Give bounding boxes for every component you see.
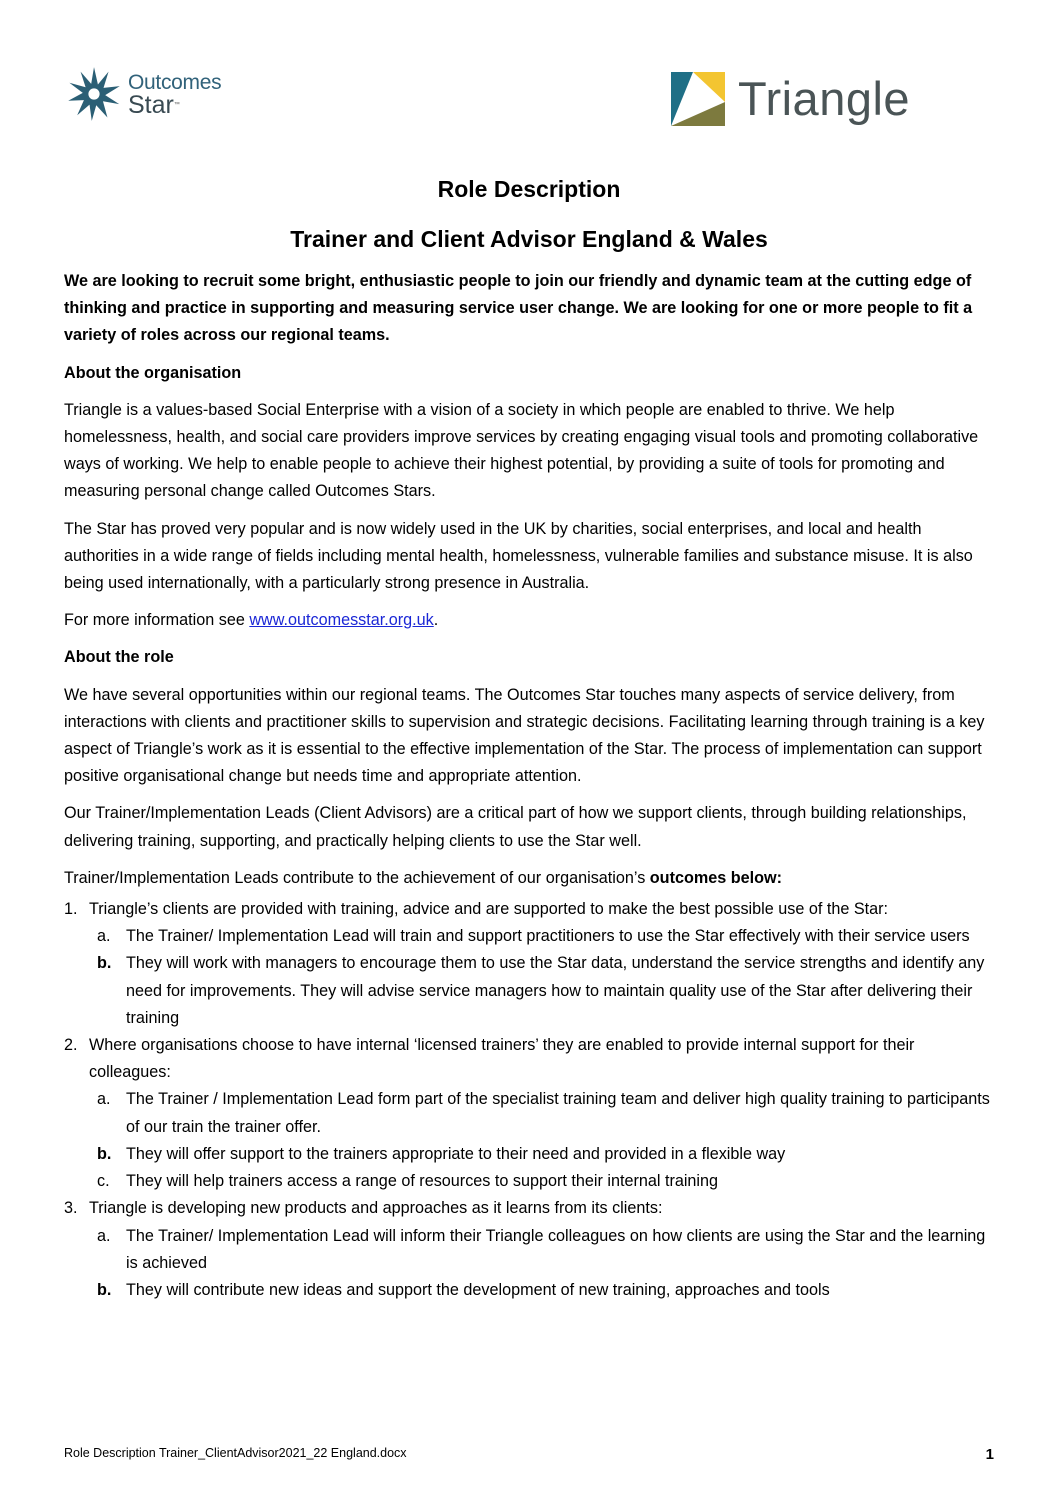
subitem-letter: a.: [97, 927, 111, 946]
outcome-number: 2.: [64, 1036, 78, 1055]
subitem-letter: b.: [97, 1280, 112, 1299]
outcome-subitem: [64, 950, 999, 1032]
about-organisation-paragraph: The Star has proved very popular and is now widely used in the UK by charities, social enterprises, and local and health authorities in a wide range of fields including mental health, homelessness, vulnerable families and substance misuse. It is also being used internationally, with a particularly strong presence in Australia.: [64, 519, 973, 593]
more-info-line: [64, 607, 999, 634]
outcomes-list: [64, 896, 999, 1304]
subitem-text: They will help trainers access a range of resources to support their internal training: [126, 1172, 719, 1191]
outcome-text: Triangle is developing new products and approaches as it learns from its clients:: [89, 1199, 663, 1218]
outcome-number: 1.: [64, 900, 78, 919]
outcome-number: 3.: [64, 1199, 78, 1218]
page-title: Role Description: [437, 176, 621, 202]
outcome-subitem: [64, 923, 999, 950]
subitem-text: They will contribute new ideas and support the development of new training, approaches and tools: [126, 1280, 830, 1299]
outcome-subitem: [64, 1086, 999, 1140]
outcomes-star-line2: Star: [128, 91, 174, 119]
subitem-letter: a.: [97, 1090, 111, 1109]
triangle-wordmark: Triangle: [738, 72, 911, 125]
outcomes-intro-bold: outcomes below:: [649, 868, 783, 887]
outcomes-intro-text: Trainer/Implementation Leads contribute to the achievement of our organisation’s: [64, 868, 650, 887]
star-burst-icon: [66, 66, 122, 122]
more-info-suffix: .: [433, 611, 439, 630]
outcome-subitem: [64, 1141, 999, 1168]
triangle-square-icon: [671, 72, 725, 126]
outcome-item: [64, 896, 999, 923]
subitem-text: They will work with managers to encourage them to use the Star data, understand the service strengths and identify any need for improvements. They will advise service managers how to maintain quality use of the Star after delivering their training: [126, 954, 985, 1027]
trademark-mark: ™: [173, 102, 180, 108]
outcomesstar-link[interactable]: www.outcomesstar.org.uk: [249, 611, 434, 630]
about-role-paragraph: Our Trainer/Implementation Leads (Client Advisors) are a critical part of how we support clients, through building relationships, delivering training, supporting, and practically helping clients to use the Star well.: [64, 804, 967, 850]
about-organisation-heading: About the organisation: [64, 363, 242, 382]
subitem-text: The Trainer / Implementation Lead form part of the specialist training team and deliver high quality training to participants of our train the trainer offer.: [126, 1090, 990, 1136]
outcomes-star-wordmark: [128, 71, 222, 119]
subitem-letter: b.: [97, 1144, 112, 1163]
subitem-text: They will offer support to the trainers appropriate to their need and provided in a flexible way: [126, 1144, 786, 1163]
outcome-text: Where organisations choose to have internal ‘licensed trainers’ they are enabled to provide internal support for their colleagues:: [89, 1036, 915, 1082]
outcomes-star-line1: Outcomes: [128, 71, 222, 94]
subitem-letter: c.: [97, 1172, 110, 1191]
outcome-item: [64, 1195, 999, 1222]
outcomes-intro: [64, 865, 999, 892]
outcome-subitem: [64, 1277, 999, 1304]
subitem-letter: a.: [97, 1226, 111, 1245]
page-footer: [64, 1446, 994, 1463]
subitem-text: The Trainer/ Implementation Lead will inform their Triangle colleagues on how clients are using the Star and the learning is achieved: [126, 1226, 986, 1272]
outcomes-star-logo: [66, 66, 221, 122]
outcome-subitem: [64, 1223, 999, 1277]
page-subtitle: Trainer and Client Advisor England & Wales: [290, 226, 768, 252]
triangle-logo: [671, 72, 910, 126]
outcome-text: Triangle’s clients are provided with training, advice and are supported to make the best possible use of the Star:: [89, 900, 889, 919]
document-body: [64, 268, 999, 1304]
subitem-text: The Trainer/ Implementation Lead will train and support practitioners to use the Star effectively with their service users: [126, 927, 970, 946]
about-role-paragraph: We have several opportunities within our regional teams. The Outcomes Star touches many aspects of service delivery, from interactions with clients and practitioner skills to supervision and strategic decisions. Facilitating learning through training is a key aspect of Triangle’s work as it is essential to the effective implementation of the Star. The process of implementation can support positive organisational change but needs time and appropriate attention.: [64, 685, 985, 786]
subitem-letter: b.: [97, 954, 112, 973]
more-info-prefix: For more information see: [64, 611, 250, 630]
intro-paragraph: We are looking to recruit some bright, enthusiastic people to join our friendly and dynamic team at the cutting edge of thinking and practice in supporting and measuring service user change. We are looking for one or more people to fit a variety of roles across our regional teams.: [64, 272, 973, 345]
about-organisation-paragraph: Triangle is a values-based Social Enterprise with a vision of a society in which people are enabled to thrive. We help homelessness, health, and social care providers improve services by creating engaging visual tools and promoting collaborative ways of working. We help to enable people to achieve their highest potential, by providing a suite of tools for promoting and measuring personal change called Outcomes Stars.: [64, 400, 979, 501]
about-role-heading: About the role: [64, 648, 174, 667]
outcome-subitem: [64, 1168, 999, 1195]
outcome-item: [64, 1032, 999, 1086]
footer-filename: Role Description Trainer_ClientAdvisor2021_22 England.docx: [64, 1446, 407, 1460]
page-number: 1: [985, 1446, 994, 1463]
